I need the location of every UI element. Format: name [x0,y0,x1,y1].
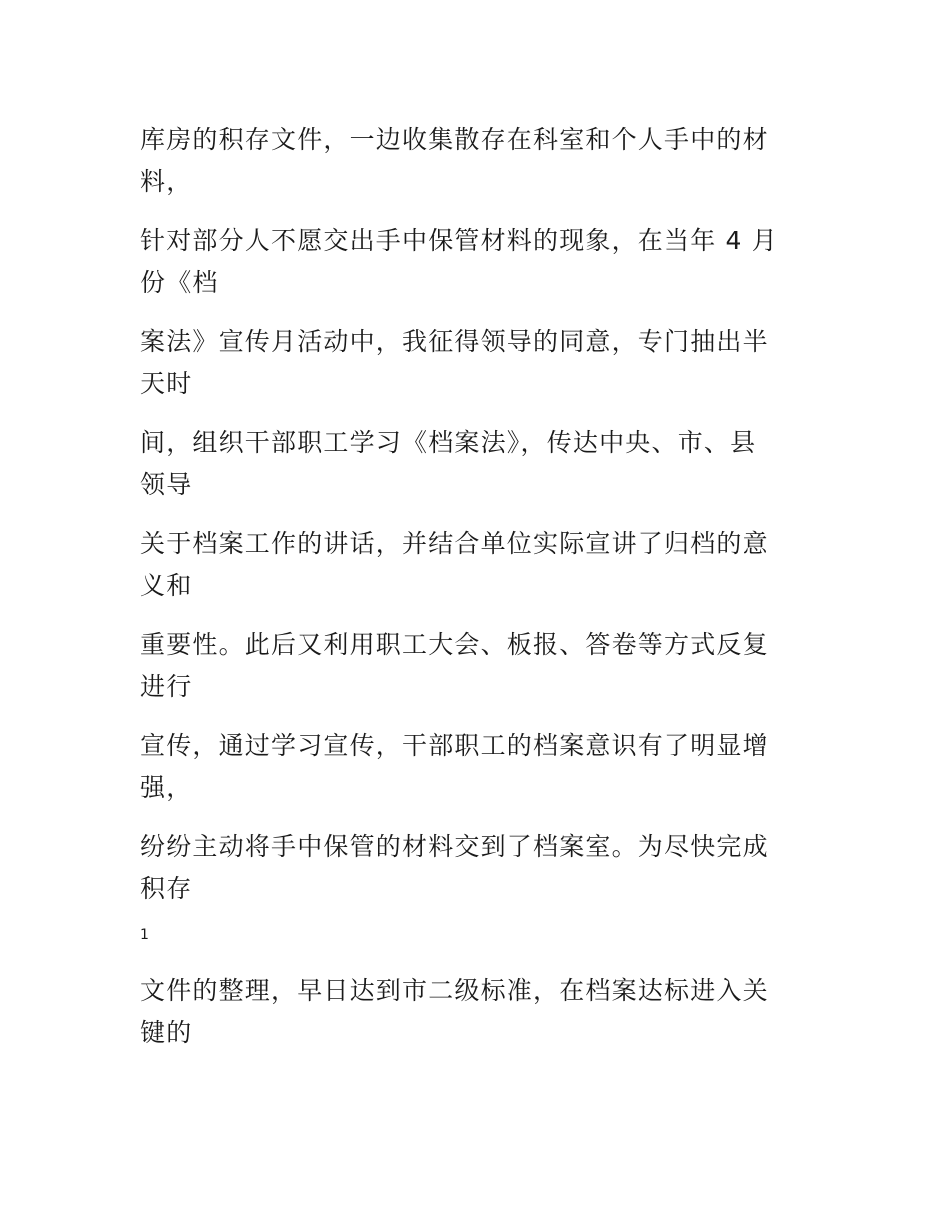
page-number: 1 [140,927,149,943]
paragraph-line: 天时 [140,369,193,398]
paragraph-line: 进行 [140,672,193,701]
paragraph-line: 关于档案工作的讲话，并结合单位实际宣讲了归档的意 [140,529,769,558]
paragraph-6 [140,624,820,708]
paragraph-line: 文件的整理，早日达到市二级标准，在档案达标进入关 [140,976,769,1005]
paragraph-line: 纷纷主动将手中保管的材料交到了档案室。为尽快完成 [140,832,769,861]
paragraph-3 [140,321,820,405]
paragraph-line: 宣传，通过学习宣传，干部职工的档案意识有了明显增 [140,731,769,760]
paragraph-2 [140,220,820,304]
paragraph-line: 库房的积存文件，一边收集散存在科室和个人手中的材 [140,125,769,154]
paragraph-9 [140,970,820,1054]
paragraph-5 [140,523,820,607]
paragraph-4 [140,422,820,506]
paragraph-line: 间，组织干部职工学习《档案法》，传达中央、市、县 [140,428,757,457]
paragraph-line: 份《档 [140,268,219,297]
paragraph-7 [140,725,820,809]
paragraph-line: 积存 [140,874,193,903]
paragraph-line: 案法》宣传月活动中，我征得领导的同意，专门抽出半 [140,327,769,356]
paragraph-line: 强， [140,773,193,802]
paragraph-line: 针对部分人不愿交出手中保管材料的现象，在当年 4 月 [140,226,779,255]
paragraph-line: 义和 [140,571,193,600]
paragraph-8 [140,826,820,910]
paragraph-1 [140,119,820,203]
paragraph-line: 重要性。此后又利用职工大会、板报、答卷等方式反复 [140,630,769,659]
paragraph-line: 键的 [140,1018,193,1047]
paragraph-line: 料， [140,167,193,196]
paragraph-line: 领导 [140,470,193,499]
